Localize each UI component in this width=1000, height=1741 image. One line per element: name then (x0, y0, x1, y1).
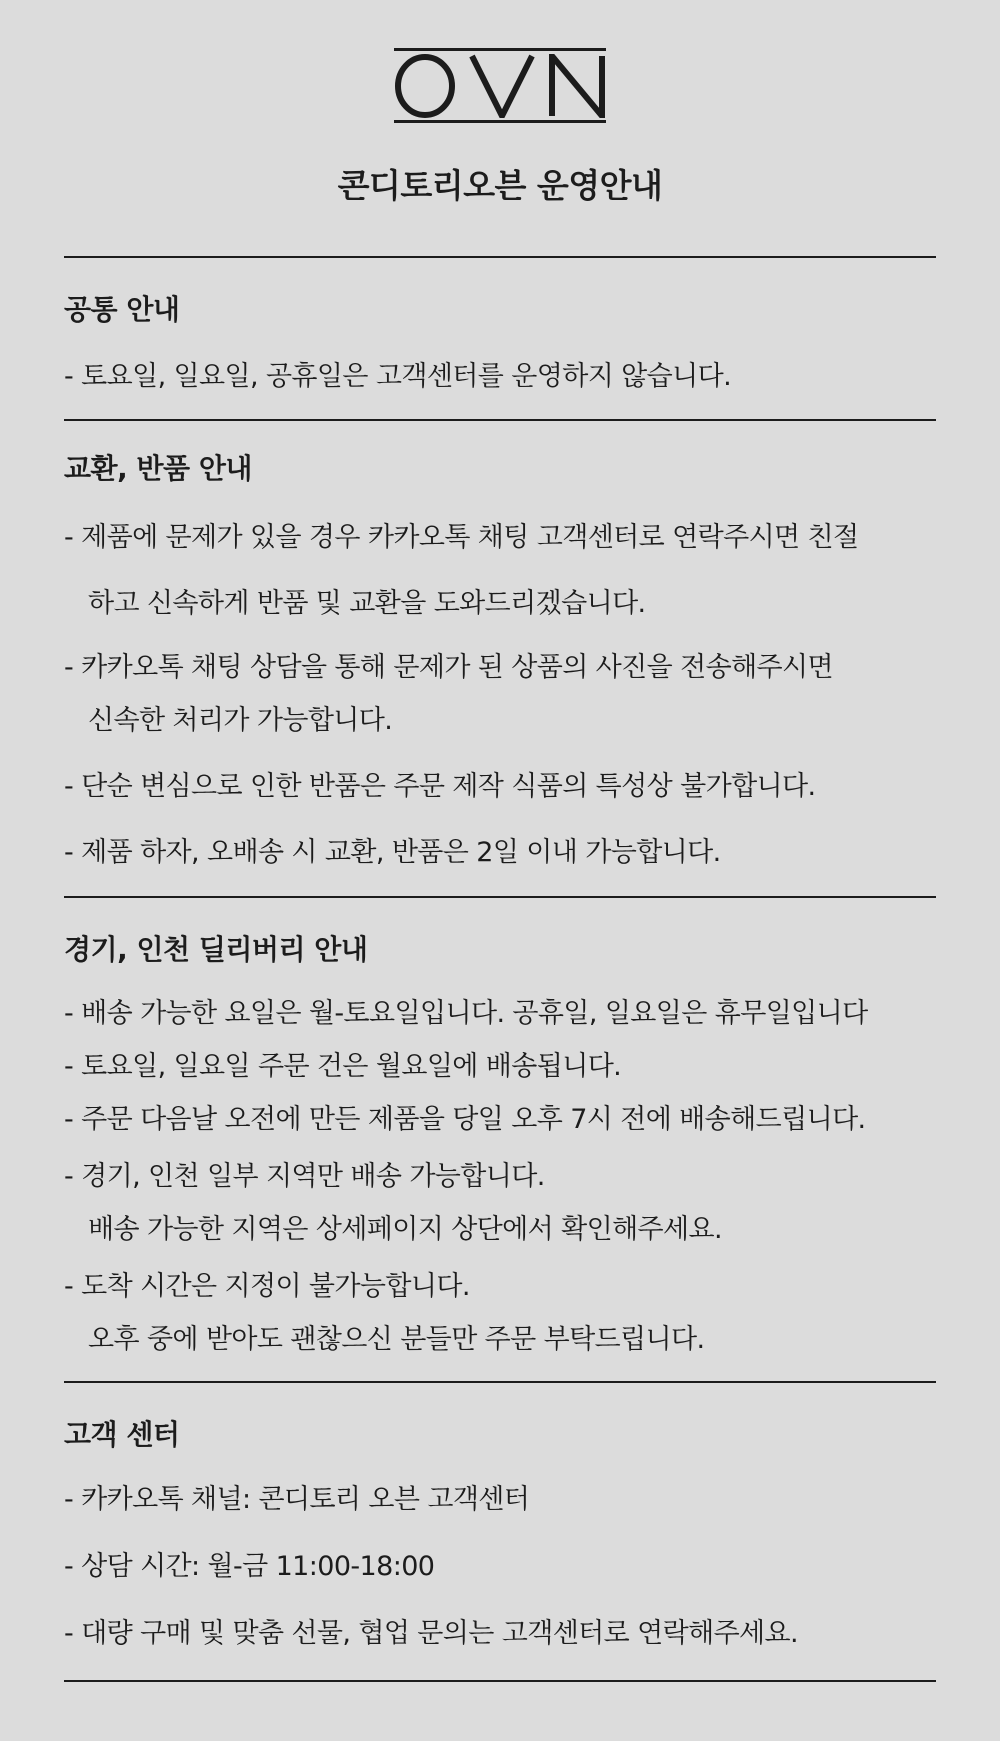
section-common (64, 258, 936, 393)
section-delivery (64, 898, 936, 1356)
section-line: - 도착 시간은 지정이 불가능합니다. (64, 1271, 470, 1302)
section-customer-center (64, 1383, 936, 1650)
section-heading-customer-center: 고객 센터 (64, 1418, 180, 1451)
section-line-continued: 배송 가능한 지역은 상세페이지 상단에서 확인해주세요. (88, 1214, 722, 1245)
logo-bottom-rule (394, 120, 606, 123)
ovn-logo (394, 44, 606, 130)
section-line: - 상담 시간: 월-금 11:00-18:00 (64, 1551, 435, 1582)
page-title: 콘디토리오븐 운영안내 (337, 166, 663, 205)
logo-letters (394, 54, 606, 118)
logo-top-rule (394, 48, 606, 51)
section-line-continued: 하고 신속하게 반품 및 교환을 도와드리겠습니다. (88, 588, 646, 619)
section-line: - 주문 다음날 오전에 만든 제품을 당일 오후 7시 전에 배송해드립니다. (64, 1104, 866, 1135)
section-line-continued: 오후 중에 받아도 괜찮으신 분들만 주문 부탁드립니다. (88, 1324, 705, 1355)
section-line: - 배송 가능한 요일은 월-토요일입니다. 공휴일, 일요일은 휴무일입니다 (64, 998, 868, 1029)
logo-container (0, 44, 1000, 130)
section-line: - 경기, 인천 일부 지역만 배송 가능합니다. (64, 1161, 545, 1192)
section-line: - 단순 변심으로 인한 반품은 주문 제작 식품의 특성상 불가합니다. (64, 771, 816, 802)
section-line: - 대량 구매 및 맞춤 선물, 협업 문의는 고객센터로 연락해주세요. (64, 1618, 798, 1649)
section-line: - 카카오톡 채팅 상담을 통해 문제가 된 상품의 사진을 전송해주시면 (64, 652, 833, 683)
section-line: - 토요일, 일요일 주문 건은 월요일에 배송됩니다. (64, 1051, 622, 1082)
section-line-continued: 신속한 처리가 가능합니다. (88, 705, 393, 736)
logo-letter-o (394, 54, 456, 118)
logo-letter-v (469, 54, 535, 118)
section-divider (64, 1680, 936, 1682)
section-exchange-return (64, 421, 936, 869)
section-line: - 카카오톡 채널: 콘디토리 오븐 고객센터 (64, 1484, 530, 1515)
notice-content (64, 256, 936, 1682)
section-heading-delivery: 경기, 인천 딜리버리 안내 (64, 933, 368, 966)
section-heading-common: 공통 안내 (64, 293, 180, 326)
logo-letter-n (548, 54, 606, 118)
section-heading-exchange-return: 교환, 반품 안내 (64, 452, 252, 485)
section-line: - 제품 하자, 오배송 시 교환, 반품은 2일 이내 가능합니다. (64, 837, 721, 868)
section-line: - 토요일, 일요일, 공휴일은 고객센터를 운영하지 않습니다. (64, 361, 732, 392)
section-line: - 제품에 문제가 있을 경우 카카오톡 채팅 고객센터로 연락주시면 친절 (64, 522, 859, 553)
